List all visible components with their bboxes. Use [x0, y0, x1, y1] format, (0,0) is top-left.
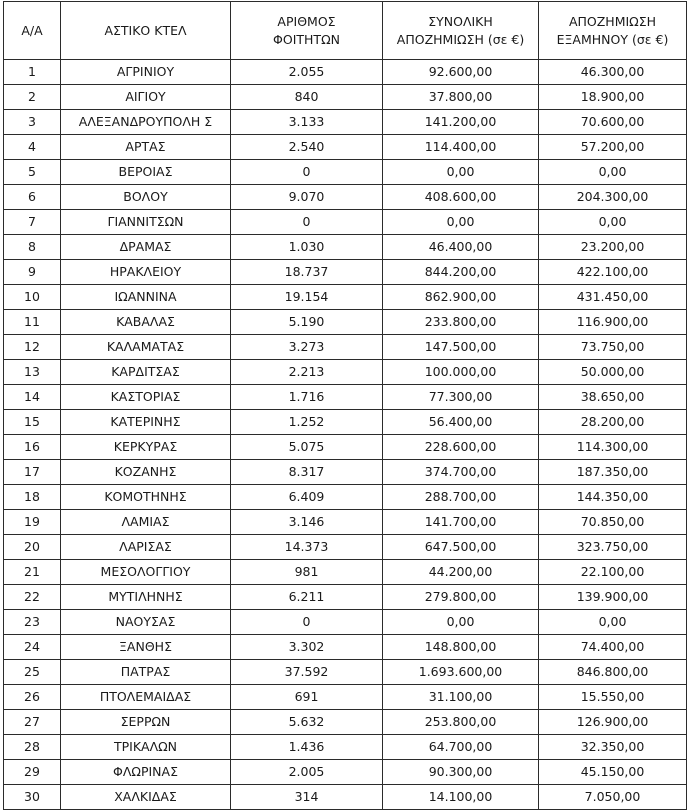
cell-students: 8.317 — [231, 460, 383, 485]
cell-aa: 11 — [4, 310, 61, 335]
header-row — [4, 2, 687, 60]
cell-semester: 38.650,00 — [539, 385, 687, 410]
cell-semester: 46.300,00 — [539, 60, 687, 85]
table-row — [4, 335, 687, 360]
cell-ktel: ΠΤΟΛΕΜΑΙΔΑΣ — [61, 685, 231, 710]
cell-students: 1.716 — [231, 385, 383, 410]
cell-aa: 23 — [4, 610, 61, 635]
cell-semester: 28.200,00 — [539, 410, 687, 435]
cell-aa: 15 — [4, 410, 61, 435]
cell-students: 6.409 — [231, 485, 383, 510]
table-row — [4, 160, 687, 185]
cell-aa: 27 — [4, 710, 61, 735]
cell-aa: 12 — [4, 335, 61, 360]
cell-aa: 14 — [4, 385, 61, 410]
cell-aa: 25 — [4, 660, 61, 685]
cell-aa: 20 — [4, 535, 61, 560]
cell-students: 981 — [231, 560, 383, 585]
header-students — [231, 2, 383, 60]
cell-total: 100.000,00 — [383, 360, 539, 385]
cell-students: 691 — [231, 685, 383, 710]
cell-students: 14.373 — [231, 535, 383, 560]
cell-semester: 15.550,00 — [539, 685, 687, 710]
cell-ktel: ΗΡΑΚΛΕΙΟΥ — [61, 260, 231, 285]
cell-total: 862.900,00 — [383, 285, 539, 310]
cell-aa: 2 — [4, 85, 61, 110]
cell-students: 840 — [231, 85, 383, 110]
cell-ktel: ΒΕΡΟΙΑΣ — [61, 160, 231, 185]
table-row — [4, 535, 687, 560]
cell-ktel: ΜΕΣΟΛΟΓΓΙΟΥ — [61, 560, 231, 585]
cell-aa: 16 — [4, 435, 61, 460]
cell-ktel: ΑΛΕΞΑΝΔΡΟΥΠΟΛΗ Σ — [61, 110, 231, 135]
cell-total: 0,00 — [383, 160, 539, 185]
cell-aa: 6 — [4, 185, 61, 210]
cell-students: 2.005 — [231, 760, 383, 785]
table-row — [4, 285, 687, 310]
cell-students: 5.075 — [231, 435, 383, 460]
table-row — [4, 210, 687, 235]
cell-aa: 8 — [4, 235, 61, 260]
cell-ktel: ΚΕΡΚΥΡΑΣ — [61, 435, 231, 460]
header-semester-line2: ΕΞΑΜΗΝΟΥ (σε €) — [556, 31, 669, 47]
cell-total: 408.600,00 — [383, 185, 539, 210]
cell-ktel: ΙΩΑΝΝΙΝΑ — [61, 285, 231, 310]
cell-ktel: ΚΑΛΑΜΑΤΑΣ — [61, 335, 231, 360]
cell-students: 2.540 — [231, 135, 383, 160]
cell-aa: 13 — [4, 360, 61, 385]
header-semester — [539, 2, 687, 60]
cell-semester: 431.450,00 — [539, 285, 687, 310]
cell-aa: 19 — [4, 510, 61, 535]
cell-students: 5.632 — [231, 710, 383, 735]
table-row — [4, 360, 687, 385]
cell-total: 228.600,00 — [383, 435, 539, 460]
cell-ktel: ΚΟΖΑΝΗΣ — [61, 460, 231, 485]
cell-semester: 0,00 — [539, 610, 687, 635]
cell-total: 31.100,00 — [383, 685, 539, 710]
header-total — [383, 2, 539, 60]
cell-aa: 28 — [4, 735, 61, 760]
cell-semester: 846.800,00 — [539, 660, 687, 685]
table-row — [4, 585, 687, 610]
cell-aa: 26 — [4, 685, 61, 710]
cell-semester: 45.150,00 — [539, 760, 687, 785]
cell-total: 374.700,00 — [383, 460, 539, 485]
table-row — [4, 610, 687, 635]
cell-semester: 114.300,00 — [539, 435, 687, 460]
cell-ktel: ΑΙΓΙΟΥ — [61, 85, 231, 110]
cell-students: 1.252 — [231, 410, 383, 435]
cell-semester: 323.750,00 — [539, 535, 687, 560]
cell-aa: 9 — [4, 260, 61, 285]
cell-total: 0,00 — [383, 610, 539, 635]
cell-semester: 32.350,00 — [539, 735, 687, 760]
cell-semester: 23.200,00 — [539, 235, 687, 260]
cell-total: 37.800,00 — [383, 85, 539, 110]
cell-semester: 50.000,00 — [539, 360, 687, 385]
header-students-line1: ΑΡΙΘΜΟΣ — [277, 13, 336, 29]
cell-ktel: ΛΑΡΙΣΑΣ — [61, 535, 231, 560]
cell-ktel: ΣΕΡΡΩΝ — [61, 710, 231, 735]
cell-ktel: ΚΟΜΟΤΗΝΗΣ — [61, 485, 231, 510]
cell-total: 64.700,00 — [383, 735, 539, 760]
cell-total: 844.200,00 — [383, 260, 539, 285]
cell-semester: 204.300,00 — [539, 185, 687, 210]
cell-aa: 29 — [4, 760, 61, 785]
cell-total: 233.800,00 — [383, 310, 539, 335]
cell-ktel: ΑΡΤΑΣ — [61, 135, 231, 160]
header-total-line1: ΣΥΝΟΛΙΚΗ — [428, 13, 493, 29]
header-semester-line1: ΑΠΟΖΗΜΙΩΣΗ — [568, 13, 657, 29]
cell-students: 3.273 — [231, 335, 383, 360]
cell-students: 0 — [231, 160, 383, 185]
cell-ktel: ΤΡΙΚΑΛΩΝ — [61, 735, 231, 760]
cell-total: 141.200,00 — [383, 110, 539, 135]
cell-semester: 139.900,00 — [539, 585, 687, 610]
cell-semester: 0,00 — [539, 160, 687, 185]
cell-students: 314 — [231, 785, 383, 810]
table-row — [4, 635, 687, 660]
table-row — [4, 135, 687, 160]
cell-ktel: ΛΑΜΙΑΣ — [61, 510, 231, 535]
header-aa — [4, 2, 61, 60]
cell-students: 5.190 — [231, 310, 383, 335]
cell-ktel: ΠΑΤΡΑΣ — [61, 660, 231, 685]
cell-total: 77.300,00 — [383, 385, 539, 410]
table-row — [4, 735, 687, 760]
cell-semester: 7.050,00 — [539, 785, 687, 810]
cell-aa: 10 — [4, 285, 61, 310]
cell-total: 148.800,00 — [383, 635, 539, 660]
cell-semester: 22.100,00 — [539, 560, 687, 585]
cell-students: 2.055 — [231, 60, 383, 85]
cell-total: 279.800,00 — [383, 585, 539, 610]
cell-ktel: ΒΟΛΟΥ — [61, 185, 231, 210]
cell-semester: 70.600,00 — [539, 110, 687, 135]
table-row — [4, 260, 687, 285]
cell-students: 1.030 — [231, 235, 383, 260]
cell-students: 9.070 — [231, 185, 383, 210]
header-aa-label: Α/Α — [21, 22, 43, 38]
table-row — [4, 410, 687, 435]
cell-aa: 17 — [4, 460, 61, 485]
cell-ktel: ΚΑΤΕΡΙΝΗΣ — [61, 410, 231, 435]
cell-ktel: ΔΡΑΜΑΣ — [61, 235, 231, 260]
cell-semester: 70.850,00 — [539, 510, 687, 535]
cell-ktel: ΚΑΡΔΙΤΣΑΣ — [61, 360, 231, 385]
cell-students: 3.302 — [231, 635, 383, 660]
cell-total: 147.500,00 — [383, 335, 539, 360]
cell-ktel: ΦΛΩΡΙΝΑΣ — [61, 760, 231, 785]
cell-semester: 187.350,00 — [539, 460, 687, 485]
header-students-line2: ΦΟΙΤΗΤΩΝ — [273, 31, 340, 47]
table-row — [4, 760, 687, 785]
cell-students: 6.211 — [231, 585, 383, 610]
cell-ktel: ΧΑΛΚΙΔΑΣ — [61, 785, 231, 810]
cell-total: 647.500,00 — [383, 535, 539, 560]
cell-students: 3.146 — [231, 510, 383, 535]
table-row — [4, 685, 687, 710]
cell-total: 56.400,00 — [383, 410, 539, 435]
cell-students: 18.737 — [231, 260, 383, 285]
cell-aa: 18 — [4, 485, 61, 510]
table-row — [4, 85, 687, 110]
header-ktel-label: ΑΣΤΙΚΟ ΚΤΕΛ — [104, 22, 187, 38]
table-row — [4, 60, 687, 85]
header-ktel — [61, 2, 231, 60]
cell-students: 1.436 — [231, 735, 383, 760]
cell-total: 92.600,00 — [383, 60, 539, 85]
cell-ktel: ΓΙΑΝΝΙΤΣΩΝ — [61, 210, 231, 235]
cell-total: 14.100,00 — [383, 785, 539, 810]
cell-aa: 22 — [4, 585, 61, 610]
cell-semester: 74.400,00 — [539, 635, 687, 660]
cell-aa: 1 — [4, 60, 61, 85]
cell-semester: 0,00 — [539, 210, 687, 235]
cell-semester: 116.900,00 — [539, 310, 687, 335]
table-row — [4, 660, 687, 685]
cell-ktel: ΚΑΒΑΛΑΣ — [61, 310, 231, 335]
cell-total: 141.700,00 — [383, 510, 539, 535]
table-row — [4, 110, 687, 135]
cell-aa: 30 — [4, 785, 61, 810]
compensation-table — [3, 1, 687, 810]
cell-students: 2.213 — [231, 360, 383, 385]
table-row — [4, 310, 687, 335]
cell-ktel: ΝΑΟΥΣΑΣ — [61, 610, 231, 635]
cell-ktel: ΑΓΡΙΝΙΟΥ — [61, 60, 231, 85]
cell-total: 44.200,00 — [383, 560, 539, 585]
cell-total: 0,00 — [383, 210, 539, 235]
cell-students: 0 — [231, 210, 383, 235]
table-row — [4, 385, 687, 410]
cell-aa: 3 — [4, 110, 61, 135]
table-row — [4, 435, 687, 460]
cell-aa: 21 — [4, 560, 61, 585]
table-row — [4, 560, 687, 585]
cell-total: 90.300,00 — [383, 760, 539, 785]
table-row — [4, 185, 687, 210]
header-total-line2: ΑΠΟΖΗΜΙΩΣΗ (σε €) — [396, 31, 525, 47]
cell-students: 0 — [231, 610, 383, 635]
cell-semester: 18.900,00 — [539, 85, 687, 110]
cell-ktel: ΚΑΣΤΟΡΙΑΣ — [61, 385, 231, 410]
cell-semester: 126.900,00 — [539, 710, 687, 735]
cell-aa: 7 — [4, 210, 61, 235]
cell-students: 3.133 — [231, 110, 383, 135]
cell-students: 37.592 — [231, 660, 383, 685]
cell-aa: 4 — [4, 135, 61, 160]
cell-semester: 73.750,00 — [539, 335, 687, 360]
table-row — [4, 235, 687, 260]
cell-aa: 5 — [4, 160, 61, 185]
cell-ktel: ΜΥΤΙΛΗΝΗΣ — [61, 585, 231, 610]
cell-students: 19.154 — [231, 285, 383, 310]
cell-total: 253.800,00 — [383, 710, 539, 735]
cell-semester: 144.350,00 — [539, 485, 687, 510]
cell-total: 1.693.600,00 — [383, 660, 539, 685]
cell-total: 288.700,00 — [383, 485, 539, 510]
table-row — [4, 485, 687, 510]
table-row — [4, 510, 687, 535]
cell-ktel: ΞΑΝΘΗΣ — [61, 635, 231, 660]
table-row — [4, 460, 687, 485]
cell-aa: 24 — [4, 635, 61, 660]
cell-semester: 57.200,00 — [539, 135, 687, 160]
table-row — [4, 710, 687, 735]
cell-total: 46.400,00 — [383, 235, 539, 260]
cell-semester: 422.100,00 — [539, 260, 687, 285]
cell-total: 114.400,00 — [383, 135, 539, 160]
table-body — [4, 60, 687, 810]
